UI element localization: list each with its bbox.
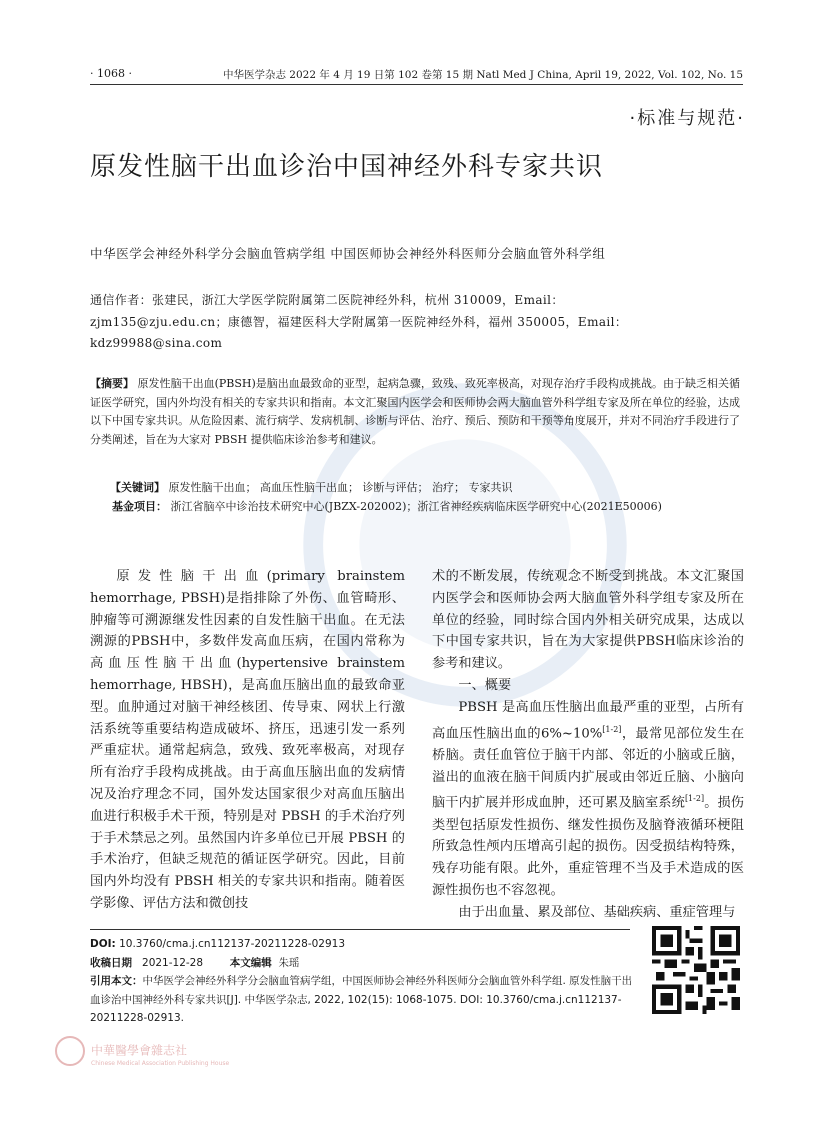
fund-text: 浙江省脑卒中诊治技术研究中心(JBZX-202002)；浙江省神经疾病临床医学研究中心(2021E50006) [170,500,662,513]
doi-link[interactable]: 10.3760/cma.j.cn112137-20211228-02913 [119,938,346,950]
body-paragraph: 由于出血量、累及部位、基础疾病、重症管理与 [458,904,736,920]
body-paragraph: PBSH 是高血压性脑出血最严重的亚型，占所有高血压性脑出血的6%~10%[1-2]，最常见部位发生在桥脑。责任血管位于脑干内部、邻近的小脑或丘脑，溢出的血液在脑干间质内扩展或由邻近丘脑、小脑向脑干内扩展并形成血肿，还可累及脑室系统[1-2]。损伤类型包括原发性损伤、继发性损伤及脑脊液循环梗阻所致急性颅内压增高引起的损伤。因受损结构特殊，残存功能有限。此外，重症管理不当及手术造成的医源性损伤也不容忽视。 [432,699,745,898]
article-title: 原发性脑干出血诊治中国神经外科专家共识 [90,152,604,182]
publisher-seal-icon [55,1036,85,1066]
abstract-label: 【摘要】 [90,377,135,390]
abstract [90,375,740,449]
citation[interactable]: [1-2] [602,724,622,734]
footer-divider [90,929,630,930]
citation-line: 引用本文：中华医学会神经外科学分会脑血管病学组，中国医师协会神经外科医师分会脑血管外科学组. 原发性脑干出血诊治中国神经外科专家共识[J]. 中华医学杂志, 2022, 102(15): 1068-1075. DOI: 10.3760/cma.j.cn112137-20211228-02913. [90,975,633,1024]
fund-info [90,498,740,517]
citation[interactable]: [1-2] [684,794,705,804]
body-paragraph: 原发性脑干出血(primary brainstem hemorrhage, PBSH)是指排除了外伤、血管畸形、肿瘤等可溯源继发性因素的自发性脑干出血。在无法溯源的PBSH中，多数伴发高血压病，在国内常称为高血压性脑干出血(hypertensive brainstem hemorrhage, HBSH)，是高血压脑出血的最致命亚型。血肿通过对脑干神经核团、传导束、网状上行激活系统等重要结构造成破坏、挤压，迅速引发一系列严重症状。通常起病急，致残、致死率极高，对现存所有治疗手段构成挑战。由于高血压脑出血的发病情况及治疗理念不同，国外发达国家很少对高血压脑出血进行积极手术干预，特别是对 PBSH 的手术治疗列于手术禁忌之列。虽然国内许多单位已开展 PBSH 的手术治疗，但缺乏规范的循证医学研究。因此，目前国内外均没有 PBSH 相关的专家共识和指南。随着医学影像、评估方法和微创技 [90,569,405,911]
journal-info: 中华医学杂志 2022 年 4 月 19 日第 102 卷第 15 期 Natl Med J China, April 19, 2022, Vol. 102, No. 15 [222,69,743,81]
received-line: 收稿日期 2021-12-28 本文编辑 朱瑶 [90,956,300,969]
fund-label: 基金项目： [112,500,167,513]
abstract-text: 原发性脑干出血(PBSH)是脑出血最致命的亚型，起病急骤，致残、致死率极高，对现存治疗手段构成挑战。由于缺乏相关循证医学研究，国内外均没有相关的专家共识和指南。本文汇聚国内医学会和医师协会两大脑血管外科学组专家及所在单位的经验，达成以下中国专家共识。从危险因素、流行病学、发病机制、诊断与评估、治疗、预后、预防和干预等角度展开，并对不同治疗手段进行了分类阐述，旨在为大家对 PBSH 提供临床诊治参考和建议。 [90,377,741,446]
body-paragraph: 术的不断发展，传统观念不断受到挑战。本文汇聚国内医学会和医师协会两大脑血管外科学组专家及所在单位的经验，同时综合国内外相关研究成果，达成以下中国专家共识，旨在为大家提供PBSH临床诊治的参考和建议。 [432,569,744,672]
body-column-right [432,566,744,924]
keywords-text: 原发性脑干出血； 高血压性脑干出血； 诊断与评估； 治疗； 专家共识 [168,481,513,494]
page-number: · 1068 · [90,67,132,80]
keywords-label: 【关键词】 [110,481,165,494]
article-footer [90,935,635,1028]
doi-line: DOI: 10.3760/cma.j.cn112137-20211228-02913 [90,938,346,950]
header-divider [90,84,743,85]
correspondence: 通信作者：张建民，浙江大学医学院附属第二医院神经外科，杭州 310009，Email：zjm135@zju.edu.cn；康德智，福建医科大学附属第一医院神经外科，福州 350005，Email：kdz99988@sina.com [90,293,628,350]
section-tag: ·标准与规范· [629,108,745,129]
keywords [110,479,740,498]
body-column-left [90,566,405,915]
section-heading: 一、概要 [458,677,512,693]
qr-code[interactable] [652,926,740,1014]
author-groups: 中华医学会神经外科学分会脑血管病学组 中国医师协会神经外科医师分会脑血管外科学组 [90,246,606,261]
publisher-logo: 中華醫學會雜志社 Chinese Medical Association Publishing House [55,1036,229,1067]
